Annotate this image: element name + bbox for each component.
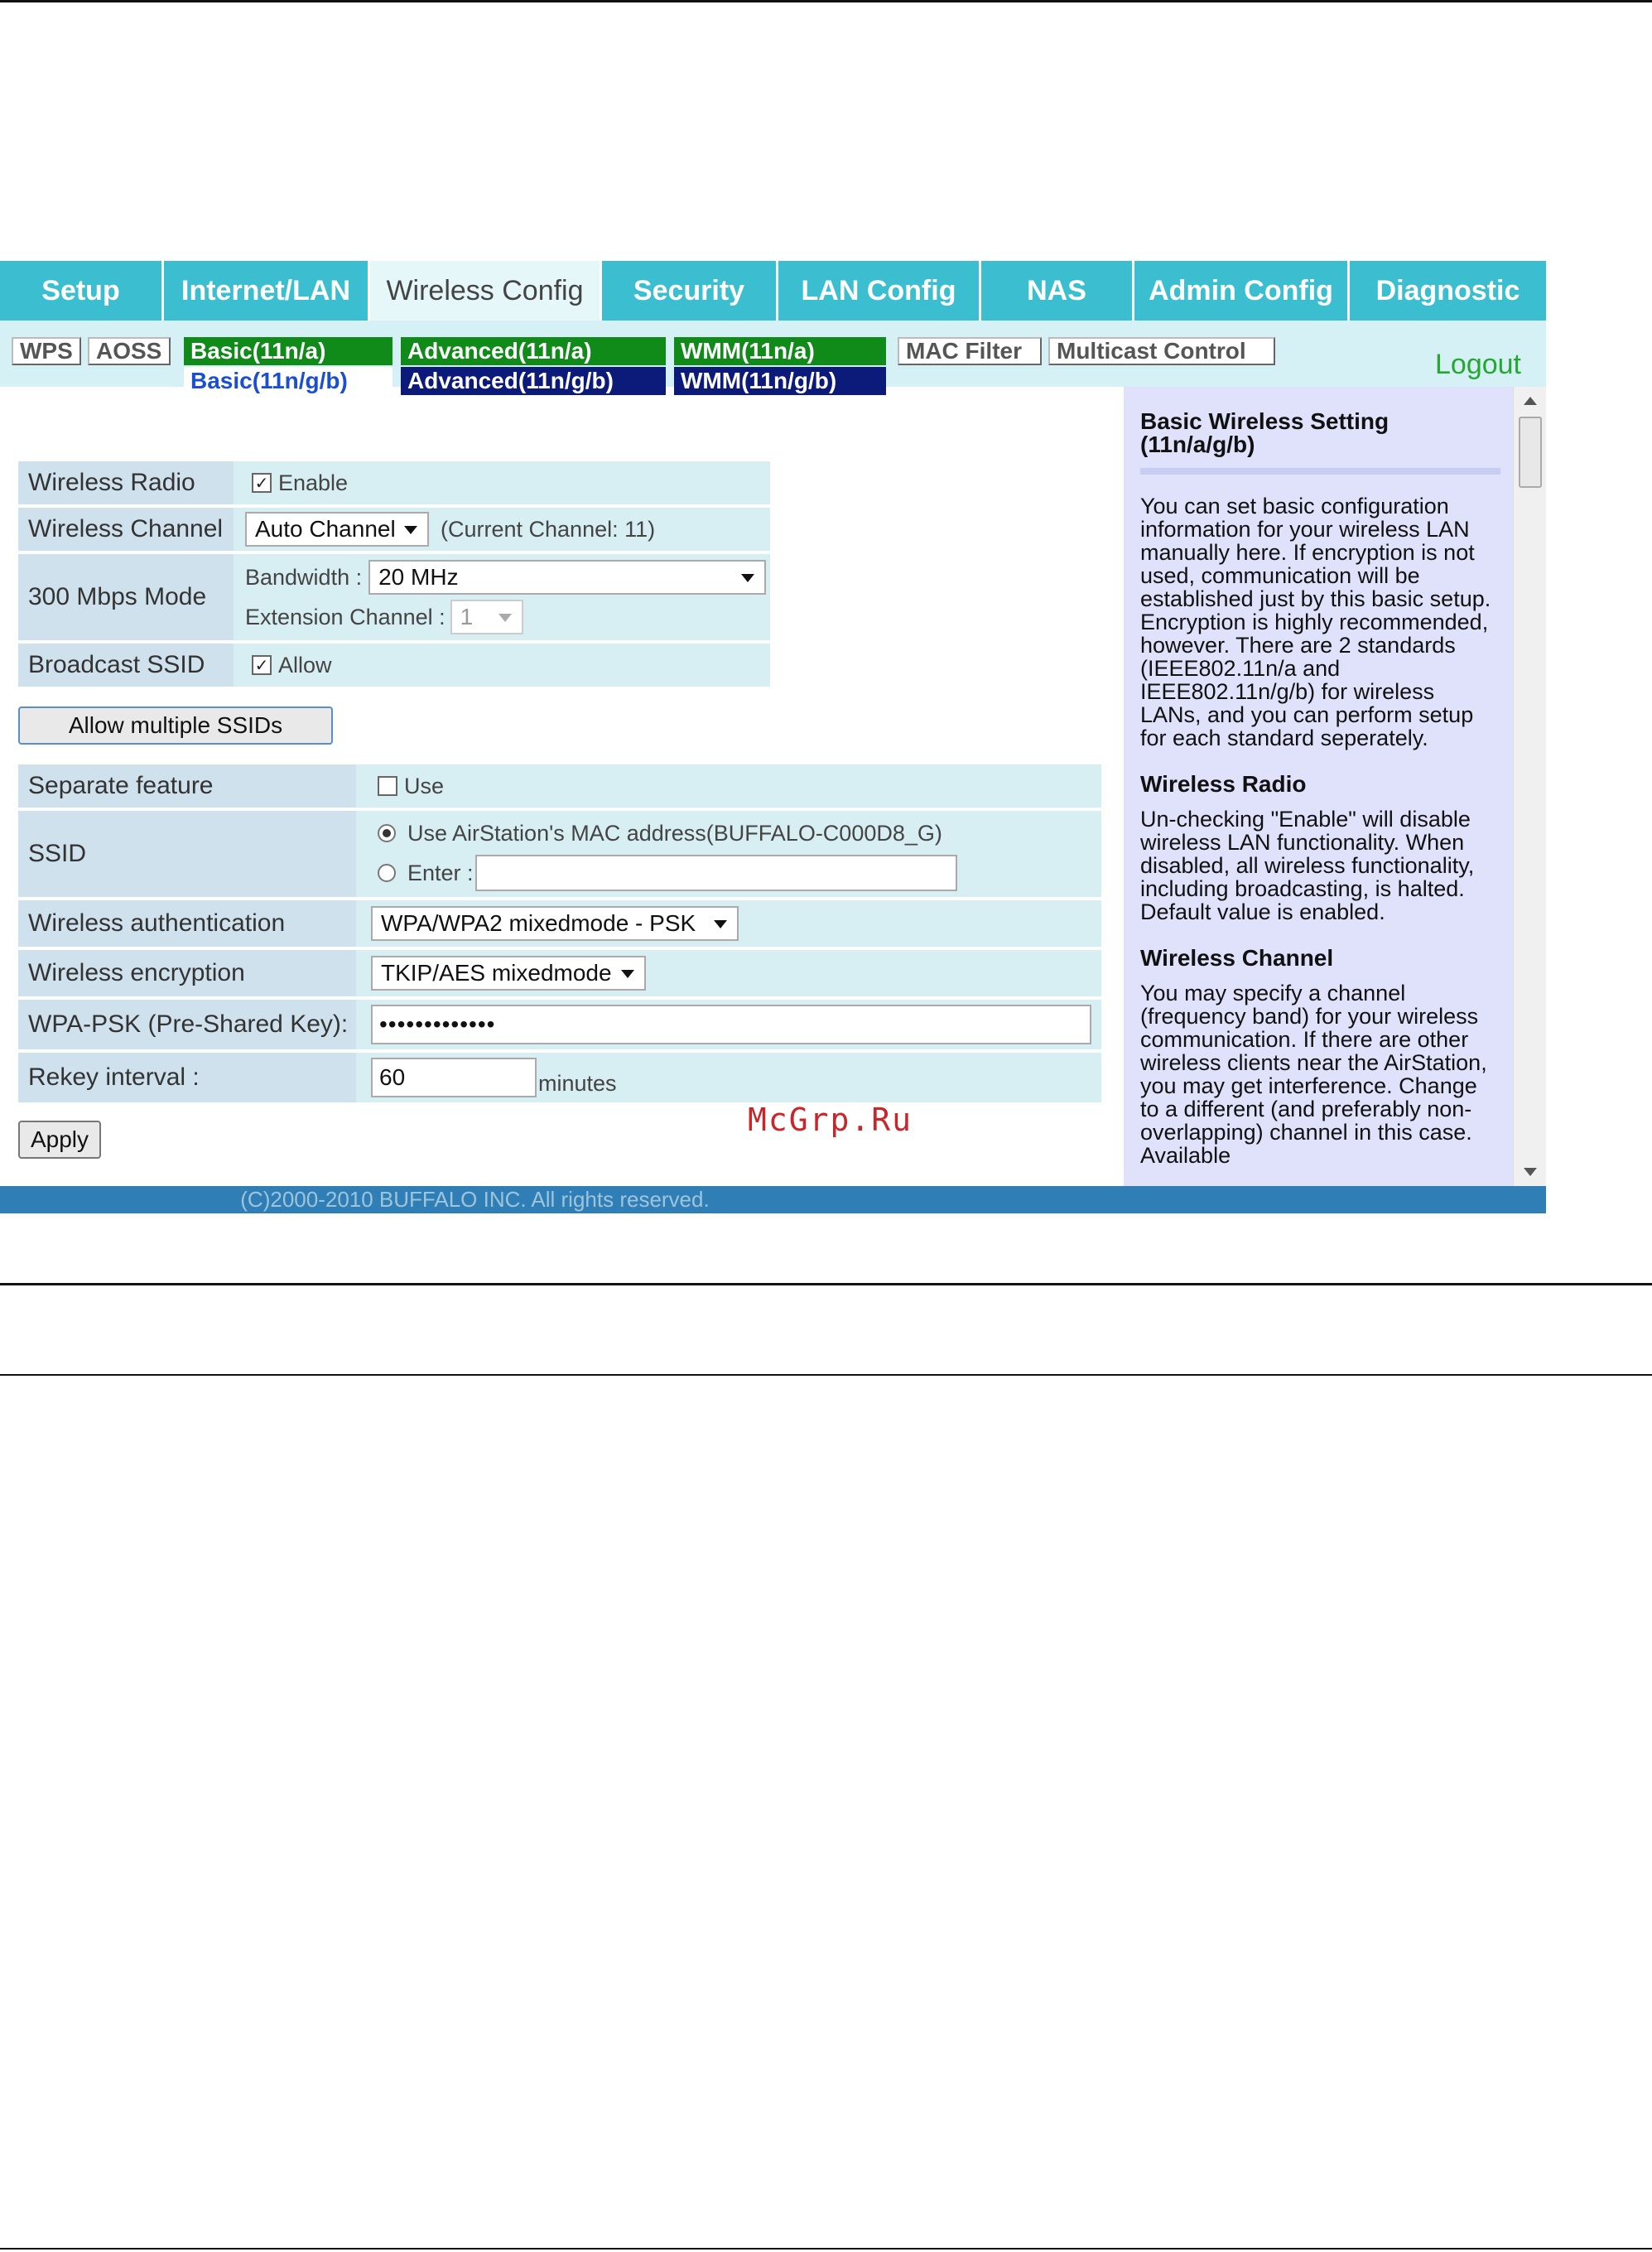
- extension-channel-select[interactable]: 1: [450, 600, 523, 634]
- ssid-input[interactable]: [475, 855, 957, 891]
- wireless-radio-field: [252, 461, 348, 504]
- separate-feature-label: Separate feature: [18, 764, 356, 808]
- subnav-wmm-11na[interactable]: WMM(11n/a): [674, 337, 886, 365]
- wireless-radio-value: Enable: [278, 470, 349, 495]
- extension-channel-label: Extension Channel :: [245, 604, 446, 629]
- scroll-thumb[interactable]: [1519, 417, 1542, 488]
- help-panel: [1124, 387, 1513, 1186]
- broadcast-ssid-checkbox[interactable]: ✓: [252, 655, 272, 675]
- wireless-authentication-field: [371, 906, 739, 941]
- wpa-psk-field: [371, 1005, 1091, 1044]
- ssid-enter-radio[interactable]: [378, 864, 396, 882]
- wireless-encryption-select[interactable]: TKIP/AES mixedmode: [371, 956, 646, 991]
- wpa-psk-input[interactable]: •••••••••••••: [371, 1005, 1091, 1044]
- wireless-radio-label: Wireless Radio: [18, 461, 234, 504]
- extension-channel-field: [245, 600, 523, 634]
- tab-setup[interactable]: Setup: [0, 261, 164, 321]
- watermark: McGrp.Ru: [748, 1102, 913, 1138]
- chevron-down-icon: [621, 970, 634, 978]
- subnav-advanced-11na[interactable]: Advanced(11n/a): [401, 337, 666, 365]
- wireless-encryption-label: Wireless encryption: [18, 950, 356, 996]
- apply-button[interactable]: Apply: [18, 1121, 101, 1159]
- chevron-down-icon: [741, 574, 754, 582]
- broadcast-ssid-label: Broadcast SSID: [18, 644, 234, 687]
- tab-diagnostic[interactable]: Diagnostic: [1375, 274, 1520, 306]
- ssid-option-enter: [378, 854, 957, 892]
- allow-multiple-ssids-button[interactable]: Allow multiple SSIDs: [18, 706, 333, 745]
- subnav-basic-11na[interactable]: Basic(11n/a): [184, 337, 393, 365]
- broadcast-ssid-value: Allow: [278, 652, 332, 678]
- scroll-down-icon[interactable]: [1524, 1168, 1537, 1176]
- subnav-wmm-11ngb[interactable]: WMM(11n/g/b): [674, 367, 886, 395]
- subnav-wps[interactable]: WPS: [12, 337, 81, 365]
- broadcast-ssid-field: [252, 644, 332, 687]
- rekey-interval-input[interactable]: 60: [371, 1058, 537, 1097]
- rekey-interval-label: Rekey interval :: [18, 1053, 356, 1102]
- help-title: Basic Wireless Setting (11n/a/g/b): [1140, 408, 1390, 457]
- separate-feature-checkbox[interactable]: [378, 776, 397, 796]
- subnav-basic-11ngb[interactable]: Basic(11n/g/b): [184, 367, 393, 395]
- tab-nas[interactable]: NAS: [981, 261, 1134, 321]
- rule-3: [0, 1374, 1652, 1376]
- subnav-mac-filter[interactable]: MAC Filter: [898, 337, 1042, 365]
- top-rule: [0, 0, 1652, 2]
- wireless-authentication-label: Wireless authentication: [18, 900, 356, 947]
- bandwidth-select[interactable]: 20 MHz: [368, 560, 766, 595]
- tab-admin-config[interactable]: Admin Config: [1134, 261, 1350, 321]
- mode-label: 300 Mbps Mode: [18, 554, 234, 640]
- bandwidth-field: [245, 560, 766, 595]
- separate-feature-value: Use: [404, 773, 445, 798]
- chevron-down-icon: [714, 920, 727, 928]
- wireless-authentication-select[interactable]: WPA/WPA2 mixedmode - PSK: [371, 906, 739, 941]
- subnav-aoss[interactable]: AOSS: [88, 337, 171, 365]
- subnav-advanced-11ngb[interactable]: Advanced(11n/g/b): [401, 367, 666, 395]
- copyright-footer: (C)2000-2010 BUFFALO INC. All rights reserved.: [0, 1186, 1546, 1213]
- separate-feature-field: [378, 764, 444, 808]
- tab-internet-lan[interactable]: Internet/LAN: [164, 261, 370, 321]
- ssid-enter-label: Enter :: [407, 860, 474, 885]
- router-admin-screenshot: [0, 261, 1546, 1213]
- wireless-channel-label: Wireless Channel: [18, 508, 234, 551]
- wireless-radio-checkbox[interactable]: ✓: [252, 473, 272, 493]
- help-channel-title: Wireless Channel: [1140, 945, 1334, 971]
- rule-2: [0, 1283, 1652, 1285]
- tab-security[interactable]: Security: [602, 261, 778, 321]
- subnav-multicast-control[interactable]: Multicast Control: [1048, 337, 1275, 365]
- help-scrollbar[interactable]: [1513, 387, 1546, 1186]
- help-radio-title: Wireless Radio: [1140, 771, 1307, 797]
- ssid-mac-radio[interactable]: [378, 824, 396, 842]
- bandwidth-label: Bandwidth :: [245, 564, 363, 590]
- wireless-encryption-field: [371, 956, 646, 991]
- help-channel-text: You may specify a channel (frequency band) for your wireless communication. If there are other wireless clients near the AirStation, you may get interference. Change to a different (and preferably non-overlapping) channel in this case. Available: [1140, 981, 1487, 1168]
- tab-lan-config[interactable]: LAN Config: [778, 261, 981, 321]
- wireless-channel-select[interactable]: Auto Channel: [245, 512, 429, 547]
- bottom-rule: [0, 2248, 1652, 2250]
- help-radio-text: Un-checking "Enable" will disable wireless LAN functionality. When disabled, all wireless functionality, including broadcasting, is halted. Default value is enabled.: [1140, 807, 1475, 924]
- ssid-option-mac: [378, 816, 942, 851]
- rekey-interval-field: [371, 1058, 617, 1097]
- chevron-down-icon: [498, 614, 512, 622]
- logout-link[interactable]: Logout: [1435, 349, 1521, 380]
- wireless-channel-field: [245, 512, 655, 547]
- tab-wireless-config[interactable]: Wireless Config: [370, 261, 602, 321]
- sub-navigation: [0, 321, 1546, 393]
- rekey-interval-unit: minutes: [538, 1070, 617, 1096]
- help-divider: [1140, 468, 1500, 475]
- help-intro: You can set basic configuration information for your wireless LAN manually here. If encryption is not used, communication will be established just by this basic setup. Encryption is highly recommended, however. There are 2 standards (IEEE802.11n/a and IEEE802.11n/g/b) for wireless LANs, and you can perform setup for each standard seperately.: [1140, 494, 1491, 750]
- wpa-psk-label: WPA-PSK (Pre-Shared Key):: [18, 1000, 356, 1049]
- ssid-label: SSID: [18, 811, 356, 897]
- settings-form: [0, 387, 1122, 1186]
- current-channel-text: (Current Channel: 11): [441, 516, 656, 542]
- scroll-up-icon[interactable]: [1524, 397, 1537, 405]
- ssid-mac-text: Use AirStation's MAC address(BUFFALO-C000D8_G): [407, 820, 942, 846]
- chevron-down-icon: [404, 526, 417, 534]
- main-tabs: [0, 261, 1546, 321]
